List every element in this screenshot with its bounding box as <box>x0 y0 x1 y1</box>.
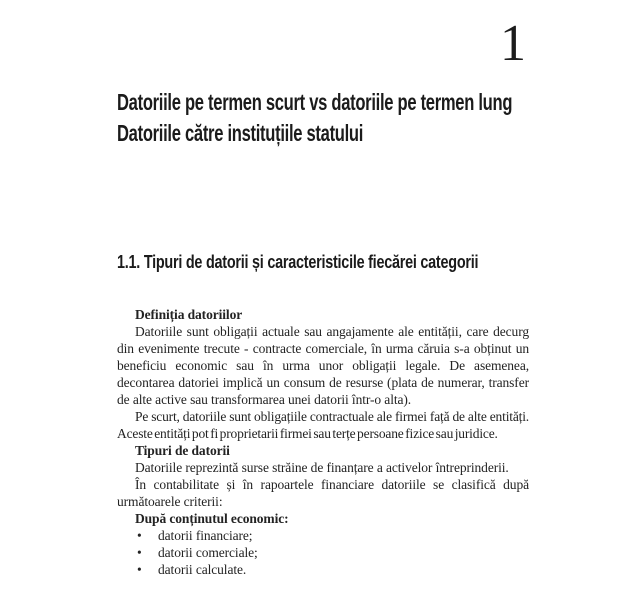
bullet-icon: • <box>137 528 142 543</box>
types-heading: Tipuri de datorii <box>135 443 230 458</box>
bullet-item-text: datorii financiare; <box>158 528 253 543</box>
body-text <box>117 306 529 578</box>
bullet-item-text: datorii comerciale; <box>158 545 258 560</box>
chapter-title <box>117 87 637 149</box>
types-paragraph-2: În contabilitate și în rapoartele financiare datoriile se clasifică după următoarele criterii: <box>117 477 529 509</box>
chapter-title-line-2: Datoriile către instituțiile statului <box>117 120 364 146</box>
criteria-heading: După conținutul economic: <box>135 511 289 526</box>
bullet-icon: • <box>137 545 142 560</box>
chapter-number: 1 <box>500 15 526 72</box>
criteria-bullet-list <box>117 527 529 578</box>
bullet-icon: • <box>137 562 142 577</box>
summary-paragraph: Pe scurt, datoriile sunt obligațiile contractuale ale firmei față de alte entități. Aceste entități pot fi proprietarii firmei sau terțe persoane fizice sau juridice. <box>117 409 529 441</box>
types-paragraph-1: Datoriile reprezintă surse străine de finanțare a activelor întreprinderii. <box>135 460 509 475</box>
list-item <box>117 527 529 544</box>
list-item <box>117 561 529 578</box>
definition-heading: Definiția datoriilor <box>135 307 243 322</box>
list-item <box>117 544 529 561</box>
chapter-title-line-1: Datoriile pe termen scurt vs datoriile pe termen lung <box>117 89 513 115</box>
bullet-item-text: datorii calculate. <box>158 562 247 577</box>
section-heading: 1.1. Tipuri de datorii și caracteristicile fiecărei categorii <box>117 252 479 272</box>
definition-paragraph: Datoriile sunt obligații actuale sau angajamente ale entității, care decurg din evenimente trecute - contracte comerciale, în urma căruia s-a obținut un beneficiu economic sau în urma unor obligații legale. De asemenea, decontarea datoriei implică un consum de resurse (plata de numerar, transfer de alte active sau transformarea unei datorii într-o alta). <box>117 324 529 407</box>
